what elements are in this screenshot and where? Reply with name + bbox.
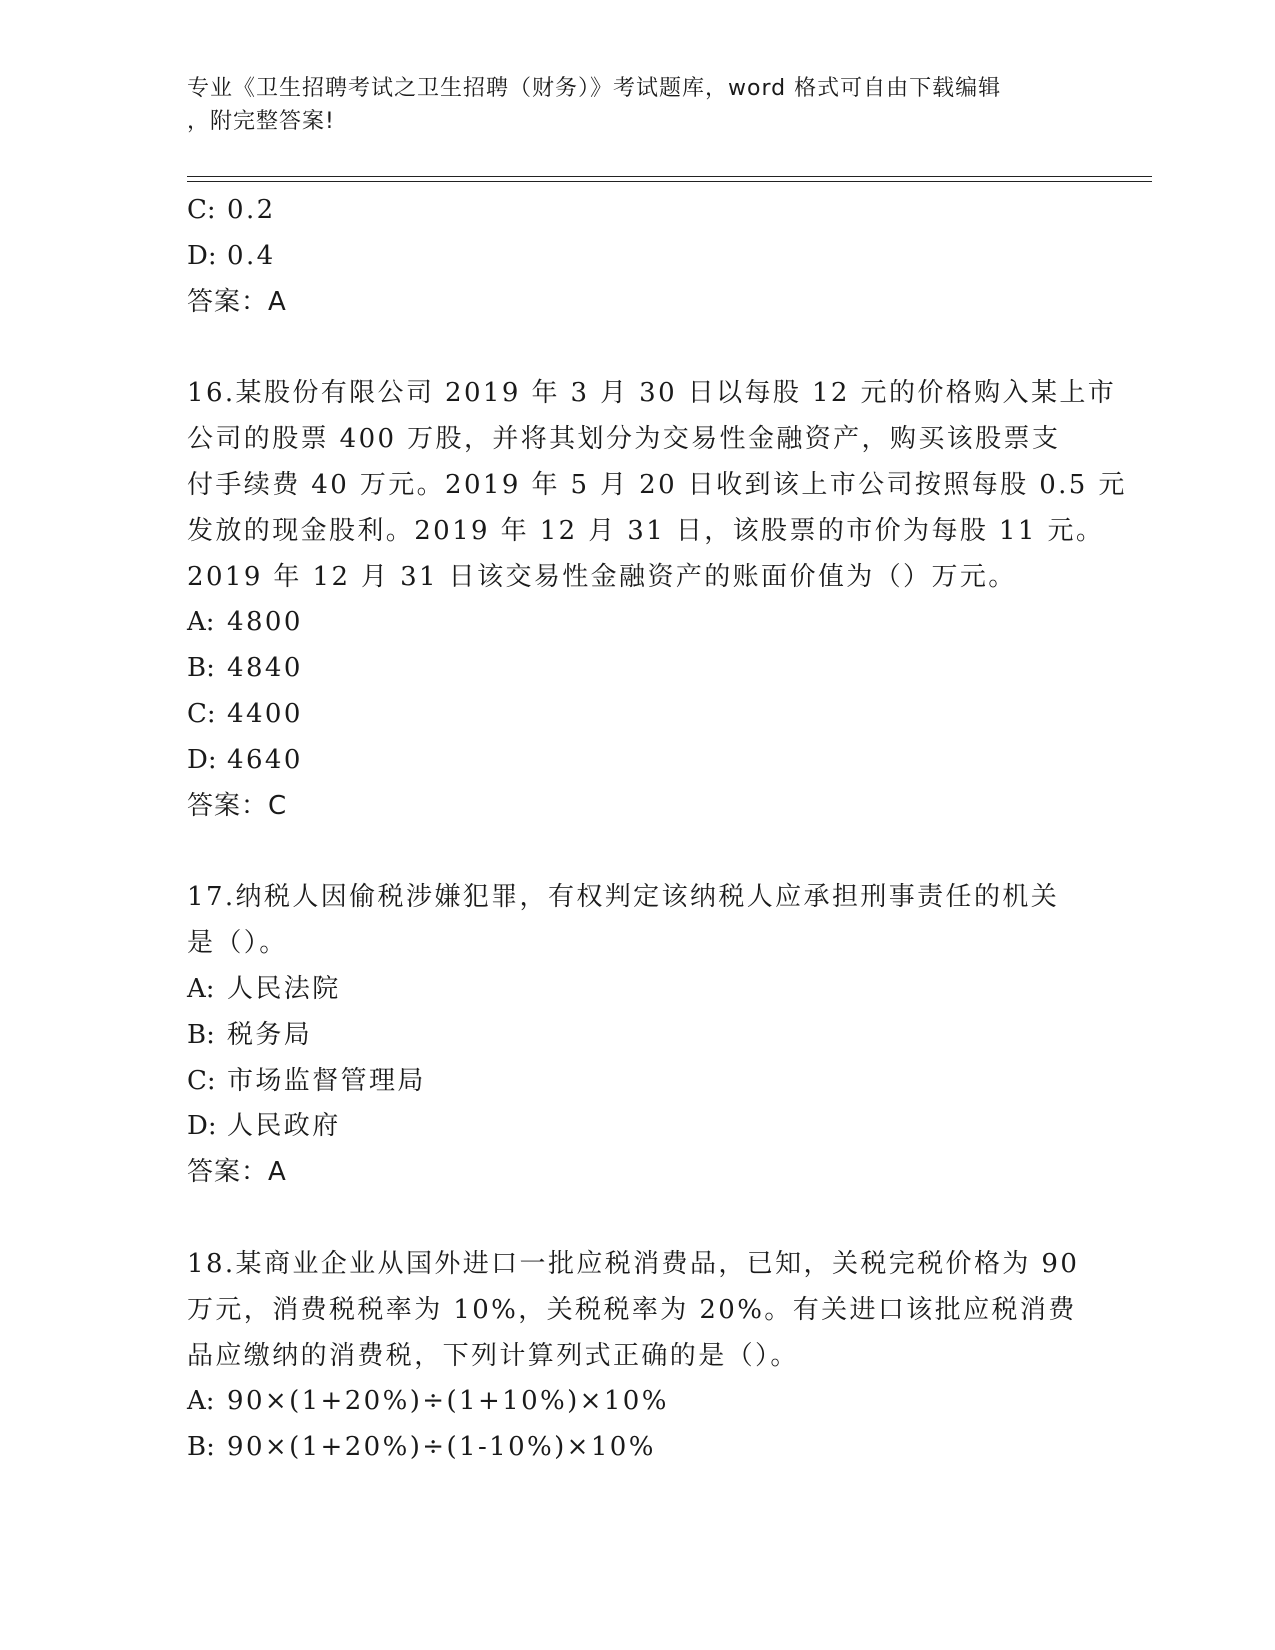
header-line-2: ，附完整答案! bbox=[187, 109, 335, 134]
header-divider-top bbox=[187, 176, 1152, 177]
option-text: 税务局 bbox=[227, 1019, 313, 1050]
question-text-line: 是（）。 bbox=[187, 928, 288, 959]
option-text: 4840 bbox=[227, 653, 303, 684]
question-text-line: 品应缴纳的消费税，下列计算列式正确的是（）。 bbox=[187, 1340, 799, 1371]
option-key: D: bbox=[187, 240, 217, 271]
option-key: B: bbox=[187, 1019, 215, 1050]
option-key: C: bbox=[187, 1065, 216, 1096]
option-d bbox=[187, 1104, 1147, 1150]
option-text: 人民法院 bbox=[227, 973, 341, 1004]
option-key: B: bbox=[187, 1432, 215, 1463]
spacer bbox=[187, 1196, 1147, 1242]
option-text: 市场监督管理局 bbox=[227, 1065, 426, 1096]
option-key: D: bbox=[187, 744, 217, 775]
option-text: 4640 bbox=[227, 744, 303, 775]
question-text-line: 万元，消费税税率为 10%，关税税率为 20%。有关进口该批应税消费 bbox=[187, 1294, 1077, 1325]
option-key: D: bbox=[187, 1111, 217, 1142]
answer-line: 答案：A bbox=[187, 1157, 287, 1188]
option-text: 0.4 bbox=[227, 240, 276, 271]
option-a bbox=[187, 967, 1147, 1013]
answer-line: 答案：C bbox=[187, 790, 288, 821]
question-text-line: 发放的现金股利。2019 年 12 月 31 日，该股票的市价为每股 11 元。 bbox=[187, 515, 1105, 546]
option-text: 4400 bbox=[227, 698, 303, 729]
spacer bbox=[187, 325, 1147, 371]
option-text: 人民政府 bbox=[227, 1111, 341, 1142]
option-text: 90×(1+20%)÷(1+10%)×10% bbox=[227, 1386, 669, 1417]
question-text-line: 16.某股份有限公司 2019 年 3 月 30 日以每股 12 元的价格购入某上市 bbox=[187, 378, 1117, 409]
question-text-line: 2019 年 12 月 31 日该交易性金融资产的账面价值为（）万元。 bbox=[187, 561, 1017, 592]
option-c bbox=[187, 692, 1147, 738]
option-key: A: bbox=[187, 1386, 215, 1417]
option-key: C: bbox=[187, 698, 216, 729]
header-line-1: 专业《卫生招聘考试之卫生招聘（财务）》考试题库，word 格式可自由下载编辑 bbox=[187, 76, 1002, 101]
option-c bbox=[187, 188, 1147, 234]
question-18 bbox=[187, 1242, 1147, 1471]
question-text-line: 公司的股票 400 万股，并将其划分为交易性金融资产，购买该股票支 bbox=[187, 424, 1061, 455]
option-c bbox=[187, 1059, 1147, 1105]
question-text-line: 17.纳税人因偷税涉嫌犯罪，有权判定该纳税人应承担刑事责任的机关 bbox=[187, 882, 1060, 913]
question-text-line: 18.某商业企业从国外进口一批应税消费品，已知，关税完税价格为 90 bbox=[187, 1248, 1080, 1279]
question-17 bbox=[187, 875, 1147, 1196]
option-key: A: bbox=[187, 973, 215, 1004]
option-key: C: bbox=[187, 195, 216, 225]
option-key: B: bbox=[187, 653, 215, 684]
option-d bbox=[187, 738, 1147, 784]
spacer bbox=[187, 829, 1147, 875]
question-list bbox=[187, 188, 1147, 1471]
option-b bbox=[187, 1013, 1147, 1059]
option-key: A: bbox=[187, 607, 215, 638]
option-a bbox=[187, 1379, 1147, 1425]
option-a bbox=[187, 600, 1147, 646]
option-d bbox=[187, 234, 1147, 280]
header-divider-bottom bbox=[187, 181, 1152, 182]
document-header bbox=[187, 72, 1087, 138]
question-text-line: 付手续费 40 万元。2019 年 5 月 20 日收到该上市公司按照每股 0.5 元 bbox=[187, 469, 1127, 500]
question-16 bbox=[187, 371, 1147, 829]
option-b bbox=[187, 646, 1147, 692]
option-text: 4800 bbox=[227, 607, 303, 638]
option-text: 90×(1+20%)÷(1-10%)×10% bbox=[227, 1432, 656, 1463]
answer-line: 答案：A bbox=[187, 286, 287, 317]
option-b bbox=[187, 1425, 1147, 1471]
option-text: 0.2 bbox=[227, 195, 276, 225]
